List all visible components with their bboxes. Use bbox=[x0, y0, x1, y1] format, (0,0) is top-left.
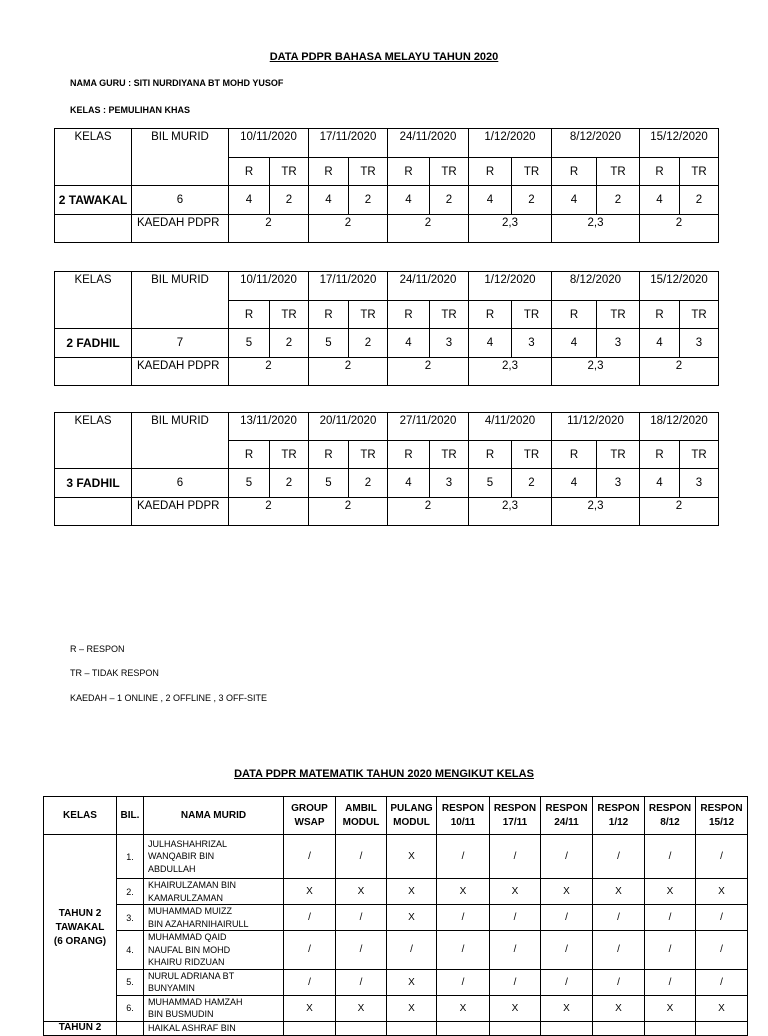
header-group-wsap: GROUP WSAP bbox=[284, 797, 336, 835]
respon-count: 4 bbox=[552, 329, 597, 358]
kaedah-row bbox=[55, 215, 719, 243]
mark-cell: / bbox=[490, 931, 541, 970]
mark-cell: / bbox=[593, 835, 645, 879]
mark-cell: X bbox=[437, 995, 490, 1021]
student-name-line: MUHAMMAD QAID bbox=[148, 932, 227, 942]
math-header-row bbox=[44, 797, 748, 835]
mark-cell: X bbox=[593, 995, 645, 1021]
kaedah-value: 2 bbox=[229, 358, 309, 386]
date-header: 1/12/2020 bbox=[469, 129, 552, 158]
header-kelas: KELAS bbox=[55, 413, 132, 469]
tidak-respon-count: 2 bbox=[680, 186, 719, 215]
class-info: KELAS : PEMULIHAN KHAS bbox=[70, 105, 191, 115]
student-name-line: MUHAMMAD MUIZZ bbox=[148, 906, 232, 916]
r-label: R bbox=[309, 441, 349, 469]
mark-cell-partial bbox=[593, 1021, 645, 1035]
tidak-respon-count: 3 bbox=[597, 469, 640, 498]
mark-cell: / bbox=[284, 969, 336, 995]
student-number: 3. bbox=[117, 905, 144, 931]
date-header: 24/11/2020 bbox=[388, 129, 469, 158]
r-label: R bbox=[388, 301, 430, 329]
kaedah-value: 2 bbox=[388, 358, 469, 386]
header-nama: NAMA MURID bbox=[144, 797, 284, 835]
respon-count: 4 bbox=[388, 329, 430, 358]
student-name-line: BIN AZAHARNIHAIRULL bbox=[148, 918, 249, 929]
tidak-respon-count: 3 bbox=[512, 329, 552, 358]
date-header: 8/12/2020 bbox=[552, 272, 640, 301]
class-group-line: TAHUN 2 bbox=[58, 907, 102, 919]
kaedah-label: KAEDAH PDPR bbox=[132, 215, 229, 243]
header-respon-6: RESPON 15/12 bbox=[696, 797, 748, 835]
mark-cell-partial bbox=[387, 1021, 437, 1035]
student-name-line: ABDULLAH bbox=[148, 863, 196, 874]
kaedah-value: 2 bbox=[309, 215, 388, 243]
tidak-respon-count: 3 bbox=[680, 329, 719, 358]
student-name-line: JULHASHAHRIZAL bbox=[148, 838, 228, 849]
mark-cell: X bbox=[696, 995, 748, 1021]
student-row bbox=[44, 931, 748, 970]
r-label: R bbox=[229, 301, 270, 329]
mark-cell: X bbox=[387, 969, 437, 995]
kaedah-value: 2,3 bbox=[469, 358, 552, 386]
class-row bbox=[55, 329, 719, 358]
mark-cell: / bbox=[437, 931, 490, 970]
mark-cell: X bbox=[541, 995, 593, 1021]
student-row bbox=[44, 905, 748, 931]
math-table bbox=[43, 796, 748, 1036]
student-count: 6 bbox=[132, 469, 229, 498]
tr-label: TR bbox=[430, 301, 469, 329]
r-label: R bbox=[552, 158, 597, 186]
respon-count: 4 bbox=[552, 469, 597, 498]
bm-table-3 bbox=[54, 412, 719, 526]
student-name bbox=[144, 905, 284, 931]
date-header: 15/12/2020 bbox=[640, 272, 719, 301]
date-header: 8/12/2020 bbox=[552, 129, 640, 158]
header-row bbox=[55, 413, 719, 441]
student-name bbox=[144, 931, 284, 970]
r-label: R bbox=[469, 158, 512, 186]
student-number: 1. bbox=[117, 835, 144, 879]
mark-cell: / bbox=[541, 931, 593, 970]
respon-count: 4 bbox=[640, 469, 680, 498]
mark-cell: X bbox=[387, 835, 437, 879]
class-group-cell bbox=[44, 835, 117, 1022]
student-name-line: NAUFAL BIN MOHD bbox=[148, 944, 231, 955]
date-header: 10/11/2020 bbox=[229, 129, 309, 158]
student-name bbox=[144, 835, 284, 879]
tr-label: TR bbox=[430, 441, 469, 469]
tr-label: TR bbox=[349, 158, 388, 186]
student-row bbox=[44, 879, 748, 905]
respon-count: 5 bbox=[309, 329, 349, 358]
kaedah-value: 2 bbox=[309, 498, 388, 526]
mark-cell-partial bbox=[437, 1021, 490, 1035]
kaedah-value: 2 bbox=[229, 215, 309, 243]
legend-tr: TR – TIDAK RESPON bbox=[70, 668, 159, 678]
tr-label: TR bbox=[512, 301, 552, 329]
kaedah-value: 2 bbox=[388, 215, 469, 243]
mark-cell: / bbox=[696, 835, 748, 879]
mark-cell: / bbox=[490, 969, 541, 995]
student-name-line: NURUL ADRIANA BT bbox=[148, 970, 235, 981]
mark-cell: / bbox=[284, 905, 336, 931]
mark-cell: X bbox=[284, 995, 336, 1021]
mark-cell: / bbox=[490, 835, 541, 879]
mark-cell: / bbox=[437, 969, 490, 995]
header-kelas: KELAS bbox=[55, 272, 132, 329]
date-header: 24/11/2020 bbox=[388, 272, 469, 301]
respon-count: 5 bbox=[309, 469, 349, 498]
bm-table-1 bbox=[54, 128, 719, 243]
mark-cell: / bbox=[437, 905, 490, 931]
tr-label: TR bbox=[430, 158, 469, 186]
r-label: R bbox=[229, 158, 270, 186]
student-name-line: WANQABIR BIN bbox=[148, 851, 215, 862]
tr-label: TR bbox=[680, 158, 719, 186]
kaedah-value: 2 bbox=[388, 498, 469, 526]
tidak-respon-count: 3 bbox=[430, 329, 469, 358]
header-kelas: KELAS bbox=[55, 129, 132, 186]
respon-count: 4 bbox=[552, 186, 597, 215]
student-name-line: MUHAMMAD HAMZAH bbox=[148, 996, 243, 1007]
mark-cell: X bbox=[387, 879, 437, 905]
tr-label: TR bbox=[597, 441, 640, 469]
r-label: R bbox=[469, 441, 512, 469]
class-name: 3 FADHIL bbox=[55, 469, 132, 498]
respon-count: 5 bbox=[229, 329, 270, 358]
kaedah-value: 2,3 bbox=[552, 215, 640, 243]
student-row-partial bbox=[44, 1021, 748, 1035]
mark-cell: / bbox=[645, 931, 696, 970]
tidak-respon-count: 2 bbox=[270, 186, 309, 215]
mark-cell: / bbox=[284, 835, 336, 879]
kaedah-value: 2,3 bbox=[552, 498, 640, 526]
kaedah-value: 2 bbox=[640, 498, 719, 526]
date-header: 17/11/2020 bbox=[309, 129, 388, 158]
mark-cell: X bbox=[490, 879, 541, 905]
mark-cell: / bbox=[593, 969, 645, 995]
mark-cell-partial bbox=[541, 1021, 593, 1035]
tr-label: TR bbox=[512, 441, 552, 469]
student-name bbox=[144, 995, 284, 1021]
tidak-respon-count: 2 bbox=[512, 186, 552, 215]
date-header: 4/11/2020 bbox=[469, 413, 552, 441]
respon-count: 5 bbox=[229, 469, 270, 498]
r-label: R bbox=[469, 301, 512, 329]
mark-cell: / bbox=[541, 905, 593, 931]
date-header: 10/11/2020 bbox=[229, 272, 309, 301]
legend-r: R – RESPON bbox=[70, 644, 125, 654]
respon-count: 4 bbox=[229, 186, 270, 215]
mark-cell-partial bbox=[490, 1021, 541, 1035]
header-respon-3: RESPON 24/11 bbox=[541, 797, 593, 835]
student-name-partial: HAIKAL ASHRAF BIN bbox=[144, 1021, 284, 1035]
tidak-respon-count: 3 bbox=[430, 469, 469, 498]
class-row bbox=[55, 186, 719, 215]
mark-cell: / bbox=[593, 905, 645, 931]
mark-cell: / bbox=[696, 931, 748, 970]
mark-cell: X bbox=[490, 995, 541, 1021]
student-name-line: KHAIRULZAMAN BIN bbox=[148, 880, 237, 890]
mark-cell: / bbox=[645, 969, 696, 995]
teacher-name: NAMA GURU : SITI NURDIYANA BT MOHD YUSOF bbox=[70, 78, 284, 88]
mark-cell: X bbox=[645, 879, 696, 905]
respon-count: 4 bbox=[309, 186, 349, 215]
mark-cell: / bbox=[284, 931, 336, 970]
mark-cell-partial bbox=[696, 1021, 748, 1035]
class-group-line: TAWAKAL bbox=[55, 921, 105, 933]
tr-label: TR bbox=[349, 441, 388, 469]
mark-cell: / bbox=[645, 905, 696, 931]
r-label: R bbox=[388, 441, 430, 469]
r-label: R bbox=[640, 158, 680, 186]
mark-cell: / bbox=[645, 835, 696, 879]
legend-kaedah: KAEDAH – 1 ONLINE , 2 OFFLINE , 3 OFF-SITE bbox=[70, 693, 268, 703]
r-label: R bbox=[552, 301, 597, 329]
date-header: 20/11/2020 bbox=[309, 413, 388, 441]
kaedah-row bbox=[55, 498, 719, 526]
date-header: 27/11/2020 bbox=[388, 413, 469, 441]
mark-cell-partial bbox=[284, 1021, 336, 1035]
mark-cell: / bbox=[336, 905, 387, 931]
tidak-respon-count: 2 bbox=[430, 186, 469, 215]
mark-cell-partial bbox=[336, 1021, 387, 1035]
student-name bbox=[144, 879, 284, 905]
mark-cell: X bbox=[437, 879, 490, 905]
tidak-respon-count: 2 bbox=[349, 469, 388, 498]
r-label: R bbox=[388, 158, 430, 186]
student-name-line: BIN BUSMUDIN bbox=[148, 1009, 214, 1019]
tr-label: TR bbox=[680, 301, 719, 329]
mark-cell: / bbox=[387, 931, 437, 970]
respon-count: 4 bbox=[640, 186, 680, 215]
header-respon-1: RESPON 10/11 bbox=[437, 797, 490, 835]
tidak-respon-count: 2 bbox=[349, 186, 388, 215]
kaedah-label: KAEDAH PDPR bbox=[132, 498, 229, 526]
r-label: R bbox=[640, 301, 680, 329]
student-number: 4. bbox=[117, 931, 144, 970]
kaedah-value: 2 bbox=[640, 215, 719, 243]
tr-label: TR bbox=[597, 158, 640, 186]
tidak-respon-count: 2 bbox=[512, 469, 552, 498]
tr-label: TR bbox=[680, 441, 719, 469]
tidak-respon-count: 2 bbox=[270, 329, 309, 358]
mark-cell: / bbox=[696, 905, 748, 931]
header-row bbox=[55, 272, 719, 301]
class-group-partial: TAHUN 2 bbox=[44, 1021, 117, 1035]
tr-label: TR bbox=[349, 301, 388, 329]
mark-cell: X bbox=[696, 879, 748, 905]
tr-label: TR bbox=[270, 301, 309, 329]
mark-cell: / bbox=[437, 835, 490, 879]
mark-cell: / bbox=[696, 969, 748, 995]
student-number: 5. bbox=[117, 969, 144, 995]
header-respon-5: RESPON 8/12 bbox=[645, 797, 696, 835]
date-header: 17/11/2020 bbox=[309, 272, 388, 301]
header-row bbox=[55, 129, 719, 158]
mark-cell: / bbox=[336, 931, 387, 970]
date-header: 1/12/2020 bbox=[469, 272, 552, 301]
tidak-respon-count: 3 bbox=[597, 329, 640, 358]
student-number-partial bbox=[117, 1021, 144, 1035]
date-header: 18/12/2020 bbox=[640, 413, 719, 441]
student-count: 6 bbox=[132, 186, 229, 215]
mark-cell: / bbox=[490, 905, 541, 931]
tidak-respon-count: 2 bbox=[270, 469, 309, 498]
bm-title: DATA PDPR BAHASA MELAYU TAHUN 2020 bbox=[269, 51, 499, 63]
bm-table-2 bbox=[54, 271, 719, 386]
student-name-line: KAMARULZAMAN bbox=[148, 892, 224, 903]
mark-cell: / bbox=[541, 969, 593, 995]
date-header: 13/11/2020 bbox=[229, 413, 309, 441]
date-header: 15/12/2020 bbox=[640, 129, 719, 158]
mark-cell: / bbox=[336, 835, 387, 879]
respon-count: 4 bbox=[469, 186, 512, 215]
header-respon-4: RESPON 1/12 bbox=[593, 797, 645, 835]
math-title: DATA PDPR MATEMATIK TAHUN 2020 MENGIKUT KELAS bbox=[234, 768, 534, 780]
tr-label: TR bbox=[512, 158, 552, 186]
class-row bbox=[55, 469, 719, 498]
mark-cell: X bbox=[593, 879, 645, 905]
mark-cell: X bbox=[387, 995, 437, 1021]
header-respon-2: RESPON 17/11 bbox=[490, 797, 541, 835]
mark-cell: / bbox=[593, 931, 645, 970]
header-ambil-modul: AMBIL MODUL bbox=[336, 797, 387, 835]
r-label: R bbox=[640, 441, 680, 469]
mark-cell: X bbox=[336, 995, 387, 1021]
student-count: 7 bbox=[132, 329, 229, 358]
mark-cell: / bbox=[541, 835, 593, 879]
header-bil: BIL. bbox=[117, 797, 144, 835]
class-group-line: (6 ORANG) bbox=[53, 935, 107, 947]
mark-cell: X bbox=[336, 879, 387, 905]
kaedah-value: 2,3 bbox=[469, 215, 552, 243]
student-name-line: KHAIRU RIDZUAN bbox=[148, 957, 225, 967]
class-name: 2 TAWAKAL bbox=[55, 186, 132, 215]
empty-cell bbox=[55, 498, 132, 526]
respon-count: 4 bbox=[640, 329, 680, 358]
tr-label: TR bbox=[270, 158, 309, 186]
student-row bbox=[44, 969, 748, 995]
kaedah-value: 2,3 bbox=[469, 498, 552, 526]
tidak-respon-count: 3 bbox=[680, 469, 719, 498]
respon-count: 5 bbox=[469, 469, 512, 498]
tidak-respon-count: 2 bbox=[349, 329, 388, 358]
header-pulang-modul: PULANG MODUL bbox=[387, 797, 437, 835]
mark-cell: X bbox=[645, 995, 696, 1021]
r-label: R bbox=[229, 441, 270, 469]
mark-cell: X bbox=[284, 879, 336, 905]
tidak-respon-count: 2 bbox=[597, 186, 640, 215]
kaedah-value: 2 bbox=[229, 498, 309, 526]
mark-cell: / bbox=[336, 969, 387, 995]
kaedah-label: KAEDAH PDPR bbox=[132, 358, 229, 386]
mark-cell-partial bbox=[645, 1021, 696, 1035]
student-row bbox=[44, 995, 748, 1021]
class-name: 2 FADHIL bbox=[55, 329, 132, 358]
empty-cell bbox=[55, 215, 132, 243]
r-label: R bbox=[552, 441, 597, 469]
student-number: 2. bbox=[117, 879, 144, 905]
header-bil-murid: BIL MURID bbox=[132, 272, 229, 329]
respon-count: 4 bbox=[388, 469, 430, 498]
student-name-line: BUNYAMIN bbox=[148, 983, 195, 993]
r-label: R bbox=[309, 158, 349, 186]
kaedah-row bbox=[55, 358, 719, 386]
respon-count: 4 bbox=[469, 329, 512, 358]
date-header: 11/12/2020 bbox=[552, 413, 640, 441]
mark-cell: X bbox=[541, 879, 593, 905]
tr-label: TR bbox=[597, 301, 640, 329]
header-kelas: KELAS bbox=[44, 797, 117, 835]
header-bil-murid: BIL MURID bbox=[132, 129, 229, 186]
header-bil-murid: BIL MURID bbox=[132, 413, 229, 469]
tr-label: TR bbox=[270, 441, 309, 469]
kaedah-value: 2,3 bbox=[552, 358, 640, 386]
kaedah-value: 2 bbox=[309, 358, 388, 386]
mark-cell: X bbox=[387, 905, 437, 931]
student-row bbox=[44, 835, 748, 879]
kaedah-value: 2 bbox=[640, 358, 719, 386]
student-number: 6. bbox=[117, 995, 144, 1021]
r-label: R bbox=[309, 301, 349, 329]
respon-count: 4 bbox=[388, 186, 430, 215]
student-name bbox=[144, 969, 284, 995]
empty-cell bbox=[55, 358, 132, 386]
